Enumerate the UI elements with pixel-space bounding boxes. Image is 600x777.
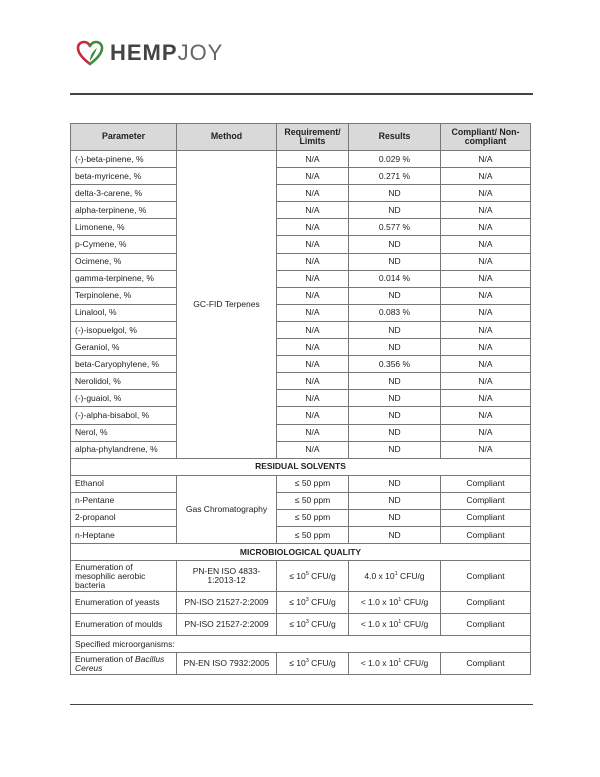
cell-compliant: Compliant <box>441 492 531 509</box>
result-unit: CFU/g <box>401 619 429 630</box>
cell-compliant: N/A <box>441 373 531 390</box>
table-row <box>71 526 531 543</box>
cell-limit: N/A <box>277 356 349 373</box>
table-row <box>71 390 531 407</box>
cell-parameter: Limonene, % <box>71 219 177 236</box>
cell-result <box>349 561 441 592</box>
cell-parameter: (-)-beta-pinene, % <box>71 151 177 168</box>
result-exponent: 1 <box>394 570 398 577</box>
result-base: 4.0 x 10 <box>364 570 395 581</box>
table-row <box>71 424 531 441</box>
cell-compliant: N/A <box>441 185 531 202</box>
footer-divider <box>70 704 533 705</box>
cell-compliant: Compliant <box>441 592 531 614</box>
cell-compliant: N/A <box>441 321 531 338</box>
table-row <box>71 202 531 219</box>
table-row <box>71 475 531 492</box>
cell-compliant: N/A <box>441 168 531 185</box>
cell-result <box>349 592 441 614</box>
cell-result <box>349 653 441 675</box>
cell-limit: ≤ 50 ppm <box>277 492 349 509</box>
table-row <box>71 287 531 304</box>
header-divider <box>70 93 533 95</box>
header-results: Results <box>349 124 441 151</box>
cell-compliant: Compliant <box>441 509 531 526</box>
cell-compliant: N/A <box>441 390 531 407</box>
cell-limit: N/A <box>277 270 349 287</box>
header-requirement: Requirement/ Limits <box>277 124 349 151</box>
header-compliant: Compliant/ Non-compliant <box>441 124 531 151</box>
limit-exponent: 3 <box>305 658 309 665</box>
cell-result <box>349 614 441 636</box>
cell-limit: N/A <box>277 202 349 219</box>
result-base: < 1.0 x 10 <box>360 619 399 630</box>
cell-limit: N/A <box>277 339 349 356</box>
cell-limit: ≤ 50 ppm <box>277 509 349 526</box>
table-row <box>71 614 531 636</box>
result-base: < 1.0 x 10 <box>360 597 399 608</box>
brand-name-bold: HEMP <box>110 40 178 65</box>
table-row <box>71 407 531 424</box>
specified-row <box>71 636 531 653</box>
results-table <box>70 123 531 675</box>
table-row <box>71 356 531 373</box>
result-exponent: 1 <box>398 597 402 604</box>
cell-compliant: Compliant <box>441 561 531 592</box>
cell-limit: N/A <box>277 424 349 441</box>
cell-result: 0.577 % <box>349 219 441 236</box>
cell-parameter <box>71 653 177 675</box>
cell-limit: N/A <box>277 441 349 458</box>
result-unit: CFU/g <box>401 658 429 669</box>
table-row <box>71 185 531 202</box>
cell-result: ND <box>349 526 441 543</box>
table-row <box>71 653 531 675</box>
cell-compliant: Compliant <box>441 526 531 543</box>
cell-method-terpenes: GC-FID Terpenes <box>177 151 277 459</box>
limit-exponent: 3 <box>305 597 309 604</box>
limit-exponent: 3 <box>305 619 309 626</box>
cell-parameter: Nerol, % <box>71 424 177 441</box>
section-row-micro <box>71 544 531 561</box>
cell-parameter: gamma-terpinene, % <box>71 270 177 287</box>
table-row <box>71 441 531 458</box>
cell-limit: N/A <box>277 304 349 321</box>
cell-compliant: N/A <box>441 287 531 304</box>
cell-compliant: N/A <box>441 236 531 253</box>
cell-method: PN-EN ISO 7932:2005 <box>177 653 277 675</box>
param-species: Bacillus Cereus <box>75 653 165 673</box>
cell-result: ND <box>349 441 441 458</box>
result-unit: CFU/g <box>397 570 425 581</box>
cell-parameter: beta-Caryophylene, % <box>71 356 177 373</box>
cell-parameter: (-)-guaiol, % <box>71 390 177 407</box>
cell-result: ND <box>349 339 441 356</box>
cell-limit <box>277 614 349 636</box>
cell-result: 0.014 % <box>349 270 441 287</box>
cell-parameter: Enumeration of moulds <box>71 614 177 636</box>
cell-parameter: Geraniol, % <box>71 339 177 356</box>
heart-leaf-logo-icon <box>76 39 104 67</box>
result-exponent: 1 <box>398 619 402 626</box>
cell-compliant: N/A <box>441 304 531 321</box>
cell-limit: N/A <box>277 185 349 202</box>
table-row <box>71 236 531 253</box>
cell-parameter: 2-propanol <box>71 509 177 526</box>
cell-compliant: N/A <box>441 424 531 441</box>
limit-unit: CFU/g <box>308 619 336 630</box>
cell-method: PN-ISO 21527-2:2009 <box>177 592 277 614</box>
result-exponent: 1 <box>398 658 402 665</box>
table-row <box>71 270 531 287</box>
cell-parameter: Enumeration of yeasts <box>71 592 177 614</box>
table-row <box>71 592 531 614</box>
cell-parameter: (-)-isopuelgol, % <box>71 321 177 338</box>
cell-parameter: alpha-terpinene, % <box>71 202 177 219</box>
cell-method: PN-EN ISO 4833-1:2013-12 <box>177 561 277 592</box>
table-row <box>71 304 531 321</box>
cell-parameter: Enumeration of mesophilic aerobic bacteria <box>71 561 177 592</box>
cell-result: ND <box>349 287 441 304</box>
cell-result: ND <box>349 390 441 407</box>
cell-limit: N/A <box>277 253 349 270</box>
cell-result: 0.356 % <box>349 356 441 373</box>
table-row <box>71 492 531 509</box>
table-row <box>71 509 531 526</box>
cell-limit: N/A <box>277 407 349 424</box>
cell-compliant: Compliant <box>441 475 531 492</box>
section-row-solvents <box>71 458 531 475</box>
result-base: < 1.0 x 10 <box>360 658 399 669</box>
cell-limit: N/A <box>277 168 349 185</box>
cell-result: ND <box>349 321 441 338</box>
cell-limit: N/A <box>277 151 349 168</box>
table-row <box>71 151 531 168</box>
table-row <box>71 321 531 338</box>
cell-compliant: Compliant <box>441 653 531 675</box>
limit-exponent: 5 <box>305 570 309 577</box>
cell-result: ND <box>349 202 441 219</box>
cell-compliant: N/A <box>441 441 531 458</box>
param-prefix: Enumeration of <box>75 653 136 664</box>
table-row <box>71 168 531 185</box>
table-row <box>71 219 531 236</box>
limit-base: ≤ 10 <box>289 570 306 581</box>
cell-parameter: (-)-alpha-bisabol, % <box>71 407 177 424</box>
cell-result: ND <box>349 185 441 202</box>
section-title-solvents: RESIDUAL SOLVENTS <box>71 458 531 475</box>
cell-limit: N/A <box>277 219 349 236</box>
cell-method-solvents: Gas Chromatography <box>177 475 277 543</box>
cell-parameter: delta-3-carene, % <box>71 185 177 202</box>
cell-result: ND <box>349 236 441 253</box>
brand-name <box>110 40 223 66</box>
cell-parameter: p-Cymene, % <box>71 236 177 253</box>
cell-limit <box>277 653 349 675</box>
limit-unit: CFU/g <box>308 597 336 608</box>
result-unit: CFU/g <box>401 597 429 608</box>
cell-compliant: N/A <box>441 356 531 373</box>
limit-base: ≤ 10 <box>289 597 306 608</box>
cell-result: 0.083 % <box>349 304 441 321</box>
cell-limit <box>277 561 349 592</box>
limit-base: ≤ 10 <box>289 658 306 669</box>
table-row <box>71 561 531 592</box>
cell-result: ND <box>349 492 441 509</box>
cell-result: 0.029 % <box>349 151 441 168</box>
cell-compliant: Compliant <box>441 614 531 636</box>
cell-limit: N/A <box>277 390 349 407</box>
cell-method: PN-ISO 21527-2:2009 <box>177 614 277 636</box>
cell-result: ND <box>349 509 441 526</box>
cell-parameter: Nerolidol, % <box>71 373 177 390</box>
header-parameter: Parameter <box>71 124 177 151</box>
cell-result: ND <box>349 475 441 492</box>
cell-result: 0.271 % <box>349 168 441 185</box>
cell-limit <box>277 592 349 614</box>
cell-parameter: Linalool, % <box>71 304 177 321</box>
limit-unit: CFU/g <box>308 570 336 581</box>
cell-compliant: N/A <box>441 219 531 236</box>
cell-limit: N/A <box>277 373 349 390</box>
cell-compliant: N/A <box>441 270 531 287</box>
cell-limit: ≤ 50 ppm <box>277 526 349 543</box>
cell-parameter: Terpinolene, % <box>71 287 177 304</box>
cell-parameter: Ethanol <box>71 475 177 492</box>
limit-base: ≤ 10 <box>289 619 306 630</box>
cell-limit: ≤ 50 ppm <box>277 475 349 492</box>
brand-name-light: JOY <box>177 40 224 65</box>
cell-parameter: n-Heptane <box>71 526 177 543</box>
table-row <box>71 253 531 270</box>
cell-limit: N/A <box>277 321 349 338</box>
cell-parameter: beta-myricene, % <box>71 168 177 185</box>
cell-compliant: N/A <box>441 202 531 219</box>
cell-result: ND <box>349 373 441 390</box>
cell-parameter: n-Pentane <box>71 492 177 509</box>
cell-limit: N/A <box>277 287 349 304</box>
cell-result: ND <box>349 407 441 424</box>
cell-compliant: N/A <box>441 151 531 168</box>
header-row <box>71 124 531 151</box>
table-row <box>71 339 531 356</box>
cell-parameter: Ocimene, % <box>71 253 177 270</box>
cell-limit: N/A <box>277 236 349 253</box>
table-row <box>71 373 531 390</box>
section-title-micro: MICROBIOLOGICAL QUALITY <box>71 544 531 561</box>
cell-compliant: N/A <box>441 407 531 424</box>
header-method: Method <box>177 124 277 151</box>
brand-logo <box>76 36 223 70</box>
cell-compliant: N/A <box>441 339 531 356</box>
cell-parameter: alpha-phylandrene, % <box>71 441 177 458</box>
limit-unit: CFU/g <box>308 658 336 669</box>
cell-result: ND <box>349 253 441 270</box>
cell-compliant: N/A <box>441 253 531 270</box>
cell-result: ND <box>349 424 441 441</box>
specified-label: Specified microorganisms: <box>71 636 531 653</box>
